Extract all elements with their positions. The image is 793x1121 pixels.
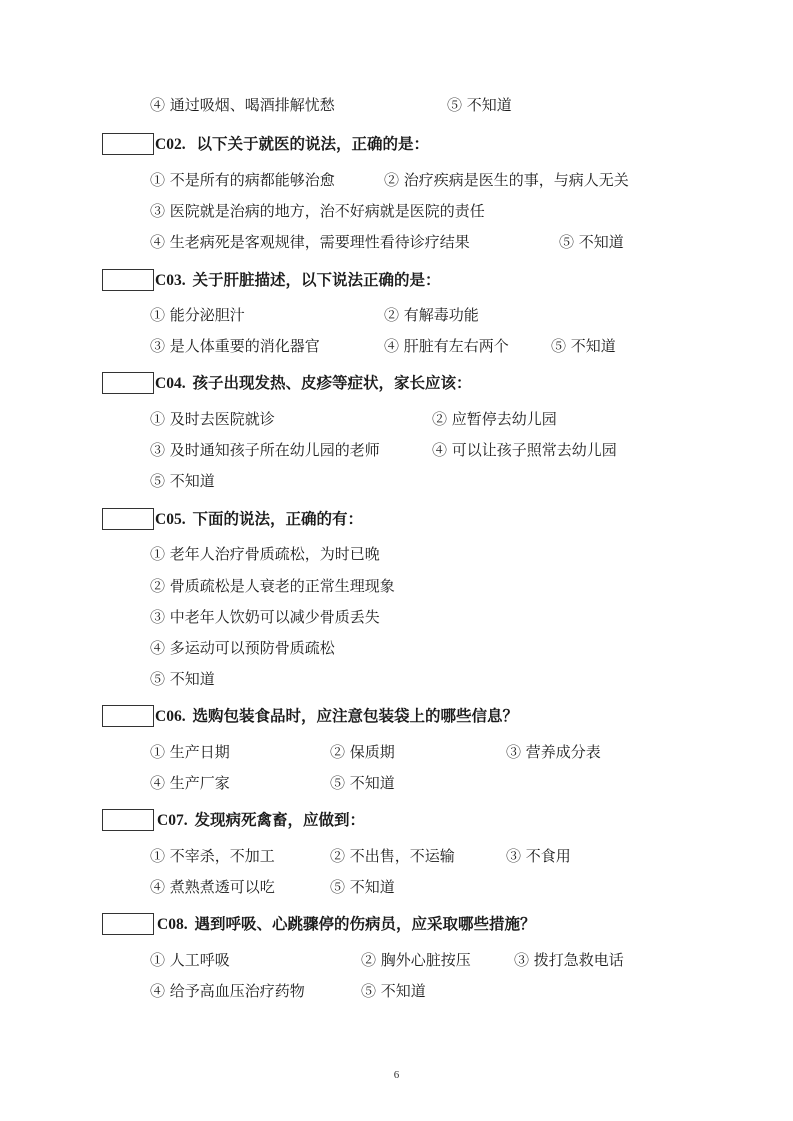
option: ④ 通过吸烟、喝酒排解忧愁 (150, 96, 335, 114)
answer-box-c06[interactable] (102, 705, 154, 727)
option: ① 不宰杀，不加工 (150, 847, 275, 865)
option: ③ 是人体重要的消化器官 (150, 337, 320, 355)
question-text: 以下关于就医的说法，正确的是： (196, 134, 430, 153)
option: ④ 多运动可以预防骨质疏松 (150, 639, 335, 657)
option: ⑤ 不知道 (330, 774, 395, 792)
option: ② 骨质疏松是人衰老的正常生理现象 (150, 577, 395, 595)
option: ③ 中老年人饮奶可以减少骨质丢失 (150, 608, 380, 626)
question-c04 (155, 372, 472, 395)
answer-box-c04[interactable] (102, 372, 154, 394)
question-c08 (157, 913, 536, 936)
question-number: C07. (157, 812, 188, 829)
option: ① 老年人治疗骨质疏松，为时已晚 (150, 545, 380, 563)
option: ⑤ 不知道 (150, 472, 215, 490)
option: ② 保质期 (330, 743, 395, 761)
option: ⑤ 不知道 (150, 670, 215, 688)
question-number: C02. (155, 136, 186, 153)
option: ④ 可以让孩子照常去幼儿园 (432, 441, 617, 459)
question-text: 孩子出现发热、皮疹等症状，家长应该： (192, 373, 472, 392)
question-c06 (155, 705, 518, 728)
option: ① 不是所有的病都能够治愈 (150, 171, 335, 189)
answer-box-c03[interactable] (102, 269, 154, 291)
option: ⑤ 不知道 (361, 982, 426, 1000)
question-c07 (157, 809, 365, 832)
option: ④ 煮熟煮透可以吃 (150, 878, 275, 896)
answer-box-c02[interactable] (102, 133, 154, 155)
option: ④ 生老病死是客观规律，需要理性看待诊疗结果 (150, 233, 470, 251)
option: ⑤ 不知道 (447, 96, 512, 114)
option: ② 胸外心脏按压 (361, 951, 471, 969)
question-text: 关于肝脏描述，以下说法正确的是： (192, 270, 441, 289)
question-text: 遇到呼吸、心跳骤停的伤病员，应采取哪些措施？ (194, 914, 536, 933)
option: ③ 及时通知孩子所在幼儿园的老师 (150, 441, 380, 459)
option: ④ 生产厂家 (150, 774, 230, 792)
option: ⑤ 不知道 (330, 878, 395, 896)
option: ② 不出售，不运输 (330, 847, 455, 865)
option: ② 应暂停去幼儿园 (432, 410, 557, 428)
option: ① 生产日期 (150, 743, 230, 761)
question-text: 发现病死禽畜，应做到： (194, 810, 366, 829)
option: ③ 不食用 (506, 847, 571, 865)
option: ② 治疗疾病是医生的事，与病人无关 (384, 171, 629, 189)
question-number: C08. (157, 916, 188, 933)
option: ④ 肝脏有左右两个 (384, 337, 509, 355)
answer-box-c07[interactable] (102, 809, 154, 831)
question-c05 (155, 508, 363, 531)
option: ③ 营养成分表 (506, 743, 601, 761)
option: ⑤ 不知道 (551, 337, 616, 355)
option: ① 能分泌胆汁 (150, 306, 245, 324)
page-number: 6 (393, 1069, 400, 1081)
question-c02 (155, 133, 429, 156)
question-text: 下面的说法，正确的有： (192, 509, 364, 528)
option: ⑤ 不知道 (559, 233, 624, 251)
option: ④ 给予高血压治疗药物 (150, 982, 305, 1000)
answer-box-c08[interactable] (102, 913, 154, 935)
question-number: C04. (155, 375, 186, 392)
option: ① 人工呼吸 (150, 951, 230, 969)
question-c03 (155, 269, 441, 292)
question-number: C06. (155, 708, 186, 725)
option: ③ 医院就是治病的地方，治不好病就是医院的责任 (150, 202, 485, 220)
option: ② 有解毒功能 (384, 306, 479, 324)
question-number: C05. (155, 511, 186, 528)
option: ① 及时去医院就诊 (150, 410, 275, 428)
answer-box-c05[interactable] (102, 508, 154, 530)
question-number: C03. (155, 272, 186, 289)
option: ③ 拨打急救电话 (514, 951, 624, 969)
question-text: 选购包装食品时，应注意包装袋上的哪些信息？ (192, 706, 519, 725)
